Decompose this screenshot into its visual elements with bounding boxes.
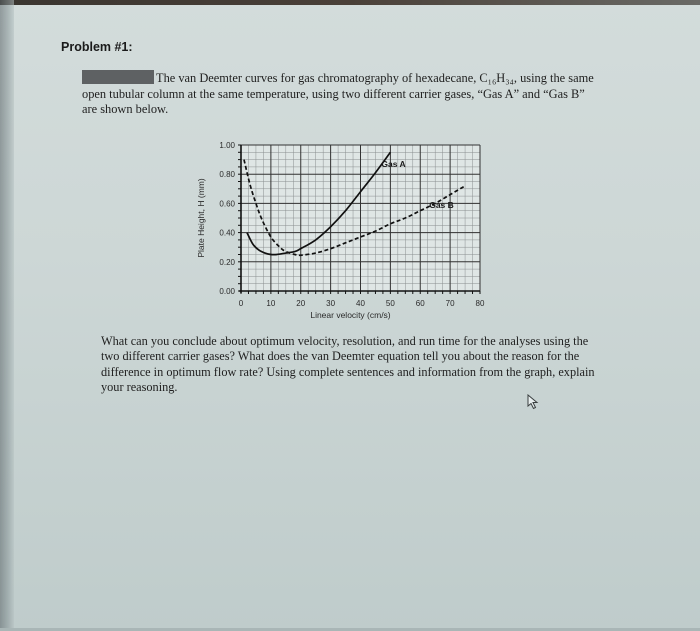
x-tick-label: 0	[238, 299, 244, 308]
x-tick-label: 80	[475, 299, 485, 308]
y-tick-label: 0.80	[219, 170, 235, 180]
series-label-gas-b: Gas B	[429, 199, 454, 210]
problem-title: Problem #1:	[61, 40, 133, 54]
intro-line-2: open tubular column at the same temperature, using two different carrier gases, “Gas A” and “Gas B”	[82, 86, 585, 101]
y-axis-label: Plate Height, H (mm)	[196, 178, 206, 258]
y-tick-label: 0.60	[219, 199, 235, 209]
y-tick-label: 0.20	[219, 257, 235, 267]
van-deemter-chart	[190, 135, 500, 330]
x-tick-label: 50	[385, 299, 395, 308]
intro-line-1: The van Deemter curves for gas chromatography of hexadecane, C₁₆H₃₄, using the same	[156, 71, 594, 85]
redacted-block	[82, 70, 154, 84]
x-tick-label: 60	[415, 299, 425, 308]
photo-top-edge	[0, 0, 700, 5]
photo-left-edge	[0, 0, 14, 631]
question-line-4: your reasoning.	[101, 379, 178, 394]
question-text	[101, 334, 621, 395]
intro-line-3: are shown below.	[82, 102, 169, 116]
y-tick-label: 1.00	[219, 141, 235, 150]
question-line-2: two different carrier gases? What does the van Deemter equation tell you about the reason for the	[101, 349, 580, 364]
x-tick-label: 40	[356, 299, 365, 308]
question-line-1: What can you conclude about optimum velocity, resolution, and run time for the analyses using the	[101, 334, 589, 348]
x-tick-label: 10	[266, 299, 276, 308]
series-label-gas-a: Gas A	[381, 158, 406, 169]
x-axis-label: Linear velocity (cm/s)	[310, 310, 391, 320]
chart-svg	[190, 135, 500, 330]
x-tick-label: 70	[445, 299, 455, 308]
question-line-3: difference in optimum flow rate? Using complete sentences and information from the graph, explain	[101, 364, 595, 379]
y-tick-label: 0.40	[219, 228, 235, 238]
mouse-pointer-icon	[527, 394, 539, 410]
x-tick-label: 20	[296, 299, 306, 308]
y-tick-label: 0.00	[219, 287, 235, 296]
problem-intro	[82, 70, 642, 118]
x-tick-label: 30	[326, 299, 336, 308]
